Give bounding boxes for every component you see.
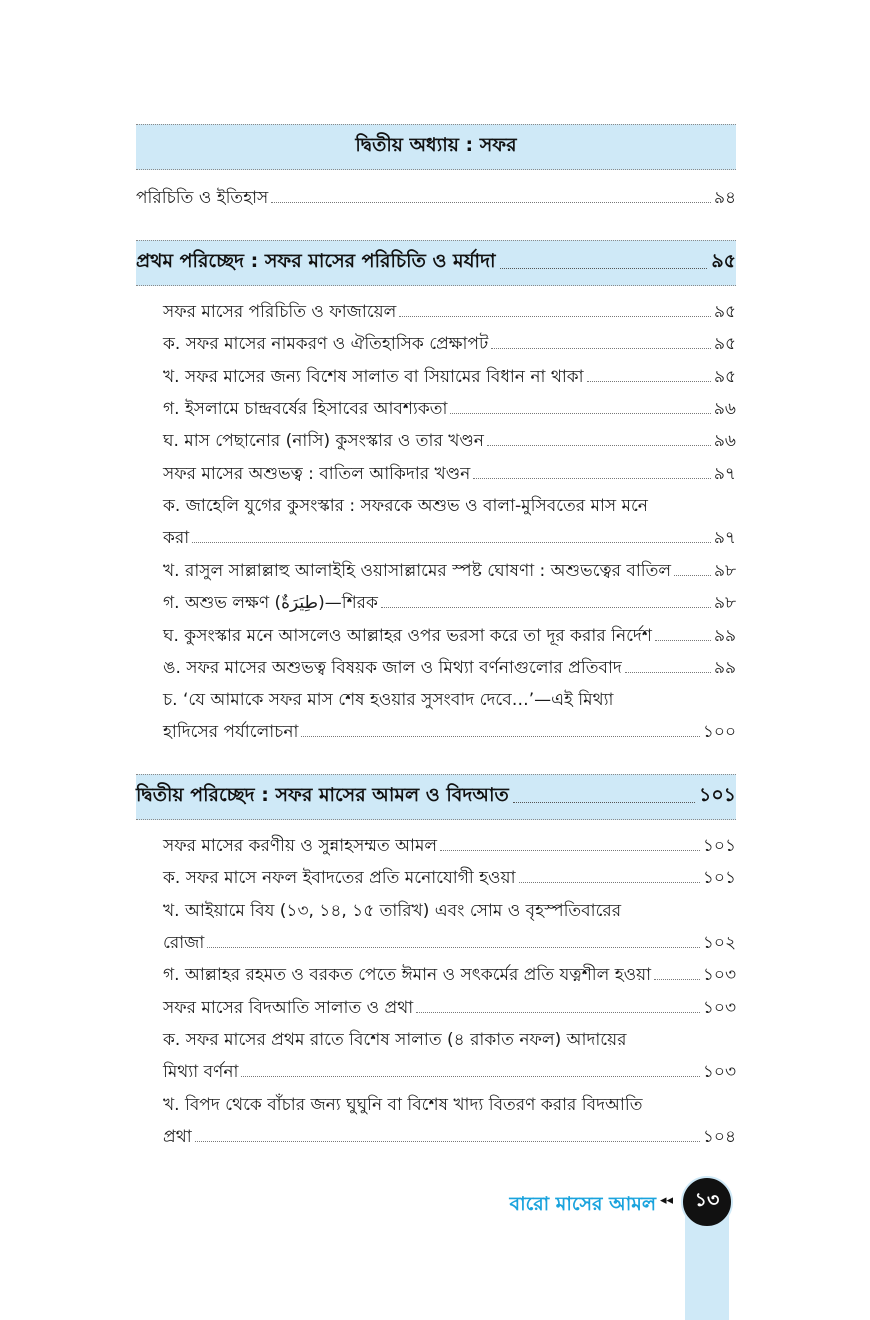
dot-leader (192, 542, 711, 543)
toc-entry[interactable] (163, 963, 736, 987)
toc-entry[interactable] (163, 866, 736, 890)
dot-leader (450, 413, 710, 414)
dot-leader (301, 736, 699, 737)
section-title: দ্বিতীয় পরিচ্ছেদ : সফর মাসের আমল ও বিদআত (136, 784, 509, 806)
chapter-header (136, 124, 736, 170)
dot-leader (674, 575, 711, 576)
toc-entry[interactable] (163, 996, 736, 1020)
toc-entry[interactable] (163, 931, 736, 955)
toc-entry[interactable] (163, 656, 736, 680)
toc-entry-page: ১০৩ (702, 965, 736, 985)
toc-entry-page: ৯৪ (713, 188, 736, 208)
toc-entry[interactable] (163, 429, 736, 453)
dot-leader (195, 1141, 700, 1142)
toc-entry-label: পরিচিতি ও ইতিহাস (136, 188, 269, 208)
toc-entry[interactable] (163, 365, 736, 389)
dot-leader (381, 607, 711, 608)
toc-entry-label: ক. সফর মাসে নফল ইবাদতের প্রতি মনোযোগী হওয়া (163, 868, 516, 888)
toc-entry-page: ৯৫ (713, 302, 736, 322)
dot-leader (207, 947, 700, 948)
toc-entry[interactable] (163, 1060, 736, 1084)
toc-entry-label: গ. অশুভ লক্ষণ (طِيَرَةٌ)—শিরক (163, 593, 378, 613)
toc-entry-label: খ. রাসুল সাল্লাল্লাহু আলাইহি ওয়াসাল্লামের স্পষ্ট ঘোষণা : অশুভত্বের বাতিল (163, 561, 672, 581)
toc-entry-page: ৯৮ (713, 593, 736, 613)
toc-entry-label: করা (163, 528, 190, 548)
toc-entry-label: ঘ. কুসংস্কার মনে আসলেও আল্লাহর ওপর ভরসা করে তা দূর করার নির্দেশ (163, 626, 652, 646)
dot-leader (655, 640, 711, 641)
toc-entry[interactable] (163, 591, 736, 615)
toc-entry-line1: ক. সফর মাসের প্রথম রাতে বিশেষ সালাত (৪ রাকাত নফল) আদায়ের (163, 1030, 627, 1050)
dot-leader (519, 882, 700, 883)
dot-leader (491, 348, 711, 349)
toc-entry-label: সফর মাসের করণীয় ও সুন্নাহসম্মত আমল (163, 836, 438, 856)
toc-entry[interactable] (163, 462, 736, 486)
dot-leader (440, 850, 700, 851)
running-book-title: বারো মাসের আমল (509, 1193, 656, 1215)
dot-leader (654, 979, 700, 980)
dot-leader (625, 672, 711, 673)
dot-leader (399, 316, 711, 317)
toc-entry-page: ৯৬ (713, 431, 736, 451)
toc-entry[interactable] (163, 559, 736, 583)
dot-leader (513, 802, 695, 803)
page-number: ১৩ (681, 1176, 733, 1228)
toc-entry-page: ৯৫ (713, 334, 736, 354)
toc-entry-page: ৯৭ (713, 464, 736, 484)
section-title: প্রথম পরিচ্ছেদ : সফর মাসের পরিচিতি ও মর্যাদা (136, 250, 496, 272)
dot-leader (473, 478, 711, 479)
dot-leader (500, 268, 708, 269)
dot-leader (271, 202, 711, 203)
toc-entry-line1: খ. বিপদ থেকে বাঁচার জন্য ঘুঘুনি বা বিশেষ খাদ্য বিতরণ করার বিদআতি (163, 1095, 643, 1115)
toc-entry-page: ১০০ (702, 722, 736, 742)
toc-entry[interactable] (163, 720, 736, 744)
toc-entry-label: গ. আল্লাহর রহমত ও বরকত পেতে ঈমান ও সৎকর্মের প্রতি যত্নশীল হওয়া (163, 965, 652, 985)
toc-entry-line1: খ. আইয়ামে বিয (১৩, ১৪, ১৫ তারিখ) এবং সোম ও বৃহস্পতিবারের (163, 901, 622, 921)
toc-entry-page: ৯৯ (713, 658, 736, 678)
toc-entry-line1: ক. জাহেলি যুগের কুসংস্কার : সফরকে অশুভ ও বালা-মুসিবতের মাস মনে (163, 496, 648, 516)
section-header-1[interactable] (136, 240, 736, 286)
toc-entry-page: ৯৬ (713, 399, 736, 419)
toc-entry-label: ঘ. মাস পেছানোর (নাসি) কুসংস্কার ও তার খণ্ডন (163, 431, 484, 451)
toc-entry[interactable] (163, 300, 736, 324)
dot-leader (241, 1076, 699, 1077)
toc-entry-page: ১০৪ (702, 1127, 736, 1147)
toc-entry-label: সফর মাসের পরিচিতি ও ফাজায়েল (163, 302, 397, 322)
toc-entry-page: ১০৩ (702, 1062, 736, 1082)
toc-entry[interactable] (163, 397, 736, 421)
toc-entry-page: ১০২ (702, 933, 736, 953)
toc-entry-label: হাদিসের পর্যালোচনা (163, 722, 299, 742)
toc-entry-label: খ. সফর মাসের জন্য বিশেষ সালাত বা সিয়ামের বিধান না থাকা (163, 367, 584, 387)
section-header-2[interactable] (136, 774, 736, 820)
toc-entry-page: ১০৩ (702, 998, 736, 1018)
toc-entry-label: প্রথা (163, 1127, 192, 1147)
toc-entry-label: ঙ. সফর মাসের অশুভত্ব বিষয়ক জাল ও মিথ্যা বর্ণনাগুলোর প্রতিবাদ (163, 658, 622, 678)
dot-leader (587, 381, 711, 382)
toc-entry-intro[interactable] (136, 186, 736, 210)
toc-entry-label: রোজা (163, 933, 205, 953)
toc-entry-label: মিথ্যা বর্ণনা (163, 1062, 239, 1082)
section-page: ১০১ (698, 784, 736, 806)
toc-entry[interactable] (163, 834, 736, 858)
toc-entry-line1: চ. ‘যে আমাকে সফর মাস শেষ হওয়ার সুসংবাদ দেবে…’—এই মিথ্যা (163, 690, 614, 710)
toc-entry-page: ৯৮ (713, 561, 736, 581)
toc-entry[interactable] (163, 332, 736, 356)
toc-entry[interactable] (163, 1125, 736, 1149)
toc-entry-label: গ. ইসলামে চান্দ্রবর্ষের হিসাবের আবশ্যকতা (163, 399, 448, 419)
toc-entry-label: সফর মাসের বিদআতি সালাত ও প্রথা (163, 998, 414, 1018)
dot-leader (487, 445, 711, 446)
toc-entry-page: ১০১ (702, 836, 736, 856)
double-arrow-icon: ◂◂ (660, 1193, 674, 1208)
toc-entry-label: ক. সফর মাসের নামকরণ ও ঐতিহাসিক প্রেক্ষাপট (163, 334, 489, 354)
toc-entry-page: ৯৭ (713, 528, 736, 548)
dot-leader (416, 1012, 700, 1013)
toc-entry-page: ৯৯ (713, 626, 736, 646)
chapter-title: দ্বিতীয় অধ্যায় : সফর (355, 134, 517, 156)
section-page: ৯৫ (711, 250, 736, 272)
toc-entry-page: ৯৫ (713, 367, 736, 387)
toc-entry-page: ১০১ (702, 868, 736, 888)
toc-entry[interactable] (163, 526, 736, 550)
toc-entry-label: সফর মাসের অশুভত্ব : বাতিল আকিদার খণ্ডন (163, 464, 471, 484)
toc-entry[interactable] (163, 624, 736, 648)
